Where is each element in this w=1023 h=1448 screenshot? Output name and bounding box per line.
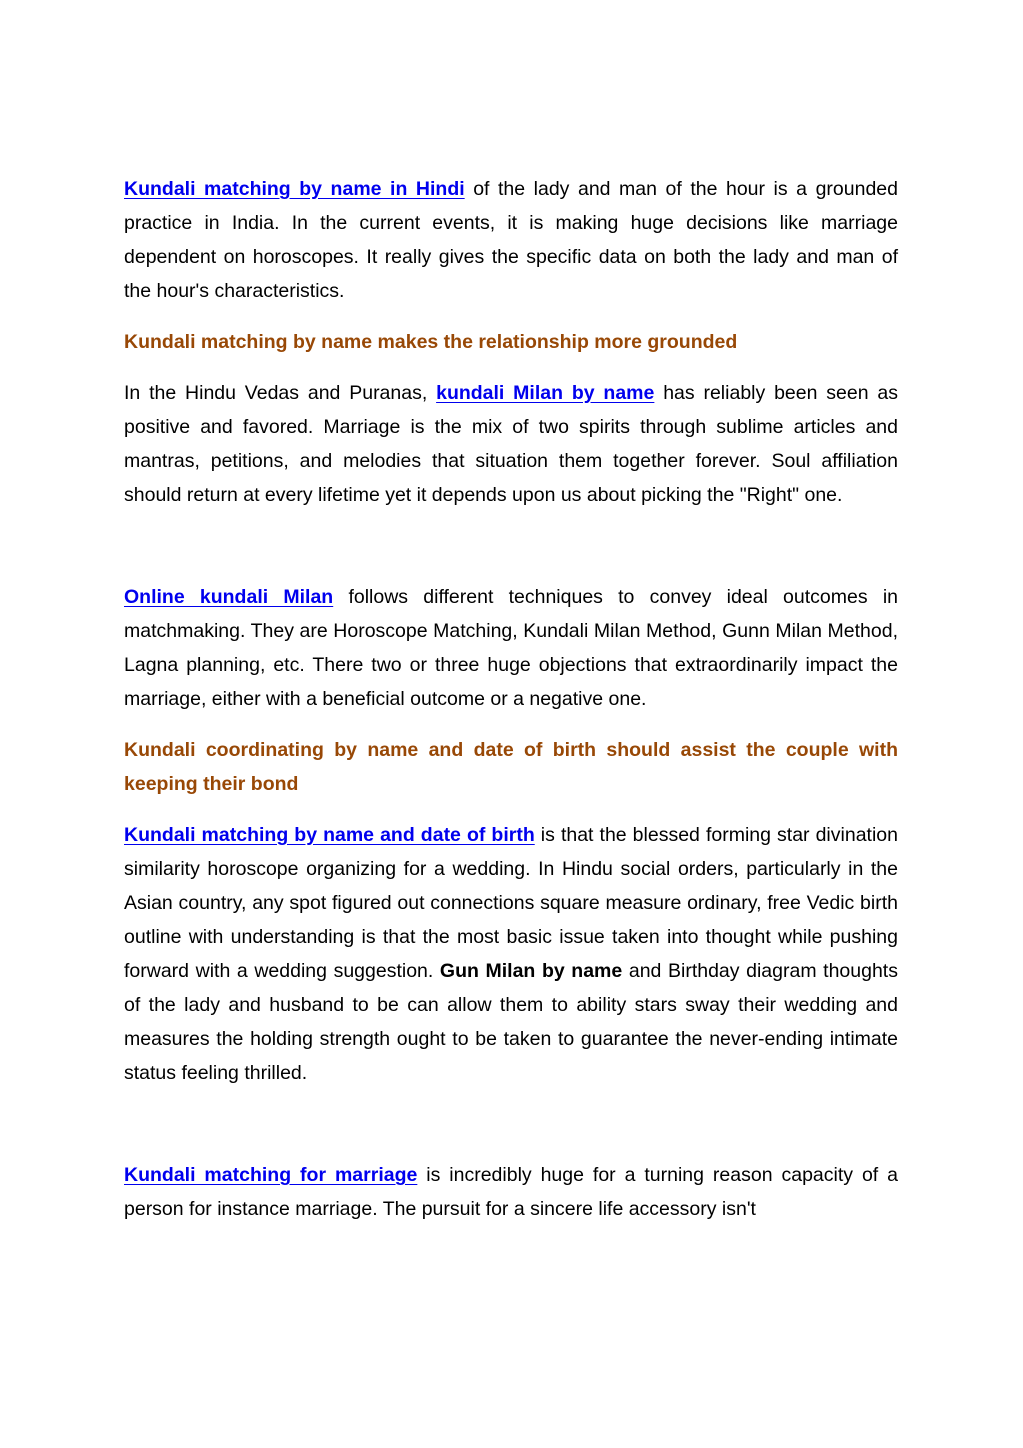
- heading-relationship-grounded: Kundali matching by name makes the relationship more grounded: [124, 331, 738, 353]
- spacer: [124, 529, 898, 580]
- link-online-kundali-milan[interactable]: Online kundali Milan: [124, 586, 334, 608]
- paragraph-name-dob-text2: and Birthday diagram thoughts of the lady and husband to be can allow them to ability stars sway their wedding and measures the holding strength ought to be taken to guarantee the never-ending intimate status feeling thrilled.: [124, 960, 898, 1084]
- paragraph-intro-text: of the lady and man of the hour is a grounded practice in India. In the current events, it is making huge decisions like marriage dependent on horoscopes. It really gives the specific data on both the lady and man of the hour's characteristics.: [124, 178, 898, 302]
- heading-coordinating-bond: Kundali coordinating by name and date of birth should assist the couple with keeping their bond: [124, 739, 898, 795]
- link-kundali-matching-hindi[interactable]: Kundali matching by name in Hindi: [124, 178, 465, 200]
- paragraph-online-milan-text: follows different techniques to convey ideal outcomes in matchmaking. They are Horoscope Matching, Kundali Milan Method, Gunn Milan Method, Lagna planning, etc. There two or three huge objections that extraordinarily impact the marriage, either with a beneficial outcome or a negative one.: [124, 586, 898, 710]
- link-kundali-matching-marriage[interactable]: Kundali matching for marriage: [124, 1164, 418, 1186]
- paragraph-vedas: [124, 376, 898, 512]
- paragraph-name-dob: [124, 818, 898, 1090]
- paragraph-vedas-after: has reliably been seen as positive and favored. Marriage is the mix of two spirits through sublime articles and mantras, petitions, and melodies that situation them together forever. Soul affiliation should return at every lifetime yet it depends upon us about picking the "Right" one.: [124, 382, 898, 506]
- paragraph-marriage: [124, 1158, 898, 1226]
- gun-milan-bold: Gun Milan by name: [439, 960, 623, 982]
- link-kundali-matching-name-dob[interactable]: Kundali matching by name and date of birth: [124, 824, 535, 846]
- document-body: [124, 172, 898, 1243]
- paragraph-vedas-before: In the Hindu Vedas and Puranas,: [124, 382, 437, 404]
- spacer: [124, 1107, 898, 1158]
- paragraph-intro: [124, 172, 898, 308]
- paragraph-name-dob-text1: is that the blessed forming star divination similarity horoscope organizing for a wedding. In Hindu social orders, particularly in the Asian country, any spot figured out connections square measure ordinary, free Vedic birth outline with understanding is that the most basic issue taken into thought while pushing forward with a wedding suggestion.: [124, 824, 898, 982]
- link-kundali-milan-by-name[interactable]: kundali Milan by name: [436, 382, 655, 404]
- paragraph-marriage-text: is incredibly huge for a turning reason capacity of a person for instance marriage. The pursuit for a sincere life accessory isn't: [124, 1164, 898, 1220]
- paragraph-online-milan: [124, 580, 898, 716]
